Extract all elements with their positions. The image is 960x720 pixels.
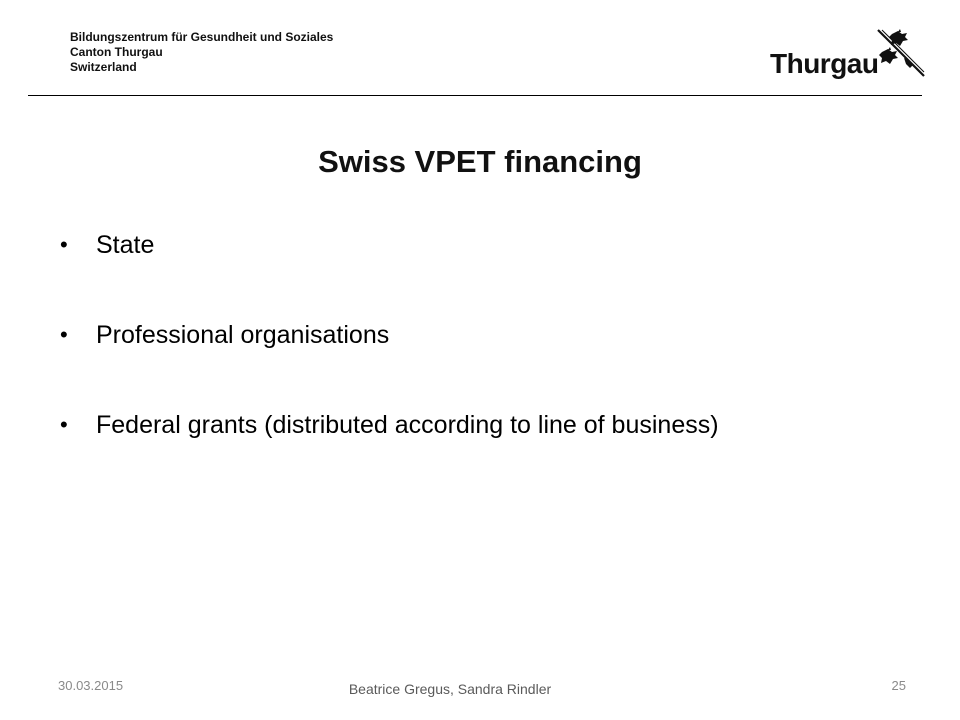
slide-title: Swiss VPET financing [318,144,642,179]
institution-line: Bildungszentrum für Gesundheit und Soziales [70,30,334,44]
lions-crest-icon [874,28,926,80]
bullet-icon: • [60,412,68,437]
bullet-icon: • [60,232,68,257]
page-number: 25 [891,678,906,693]
bullet-text: Federal grants (distributed according to line of business) [96,411,719,439]
bullet-item [58,406,938,496]
bullet-item [58,316,938,406]
institution-line: Switzerland [70,60,137,74]
logo-wordmark: Thurgau [770,48,879,79]
bullet-list [58,226,938,496]
bullet-item [58,226,938,316]
thurgau-logo [768,28,928,84]
bullet-text: Professional organisations [96,321,390,349]
bullet-icon: • [60,322,68,347]
institution-name [70,30,333,75]
footer-authors: Beatrice Gregus, Sandra Rindler [348,681,552,697]
bullet-text: State [96,231,155,259]
header-divider [28,95,922,96]
footer-date: 30.03.2015 [58,678,124,693]
institution-line: Canton Thurgau [70,45,163,59]
